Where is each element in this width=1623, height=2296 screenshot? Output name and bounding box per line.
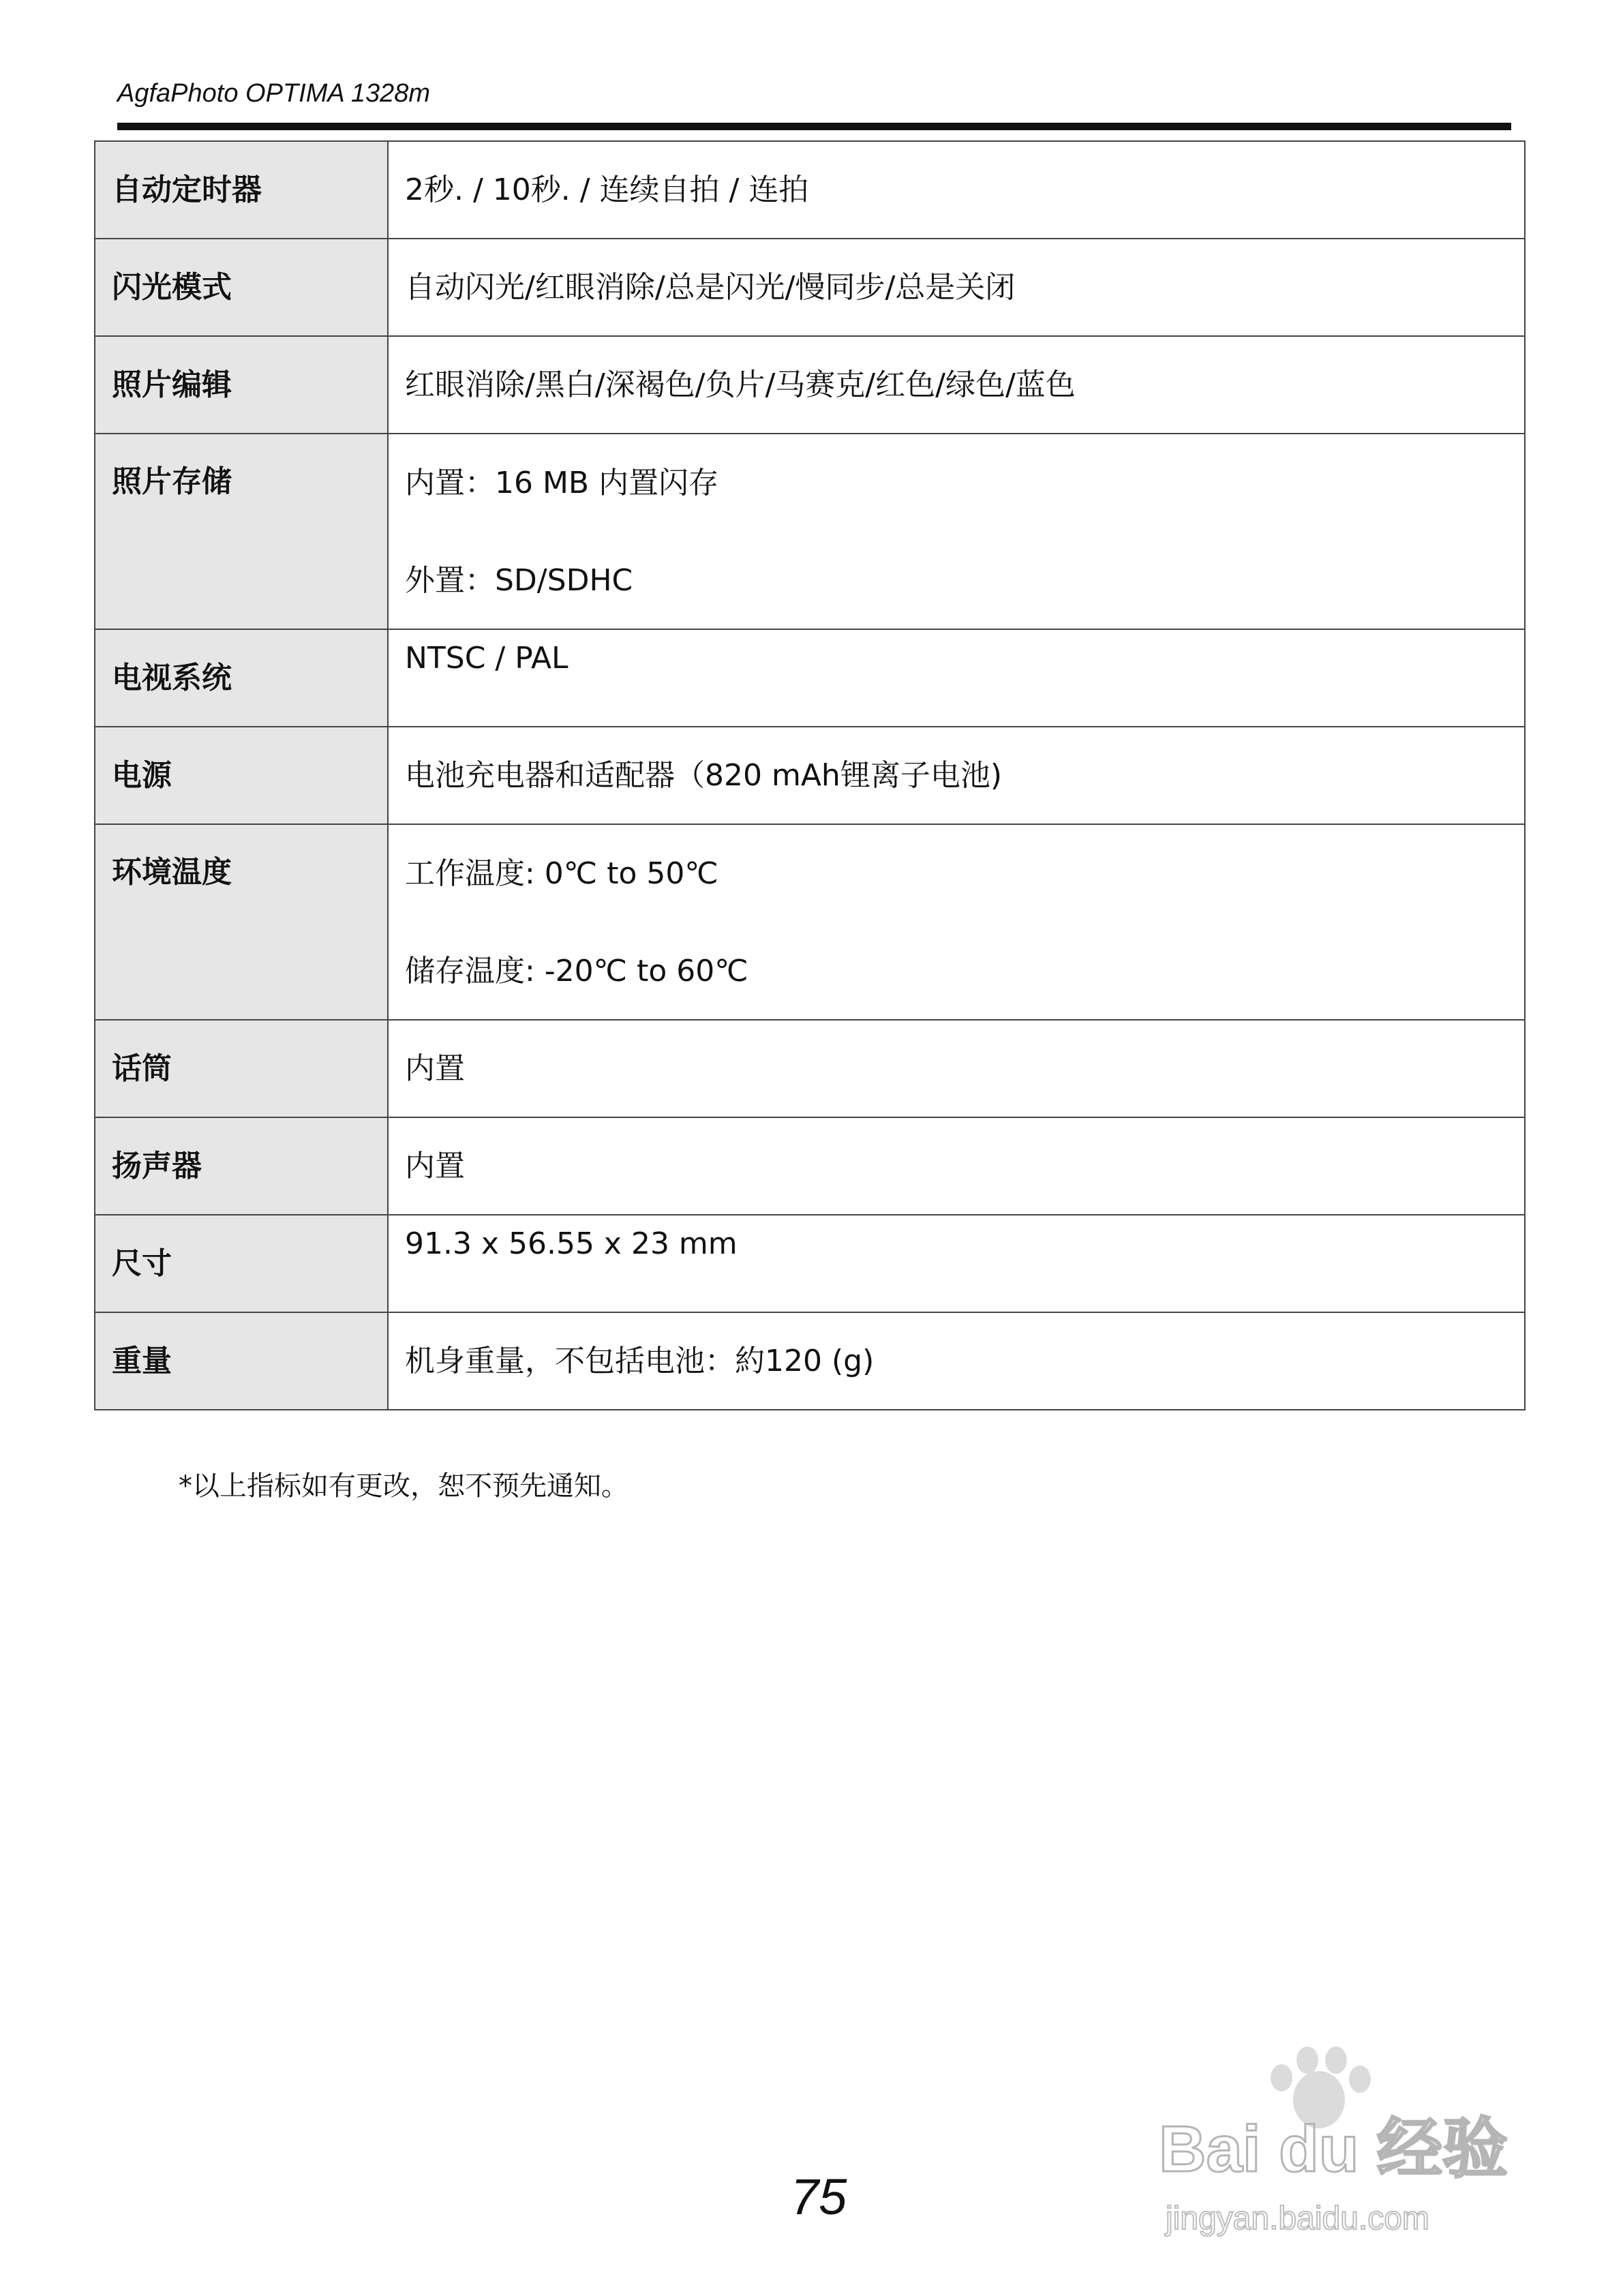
spec-value <box>388 1312 1525 1410</box>
spec-value-line: 自动闪光/红眼消除/总是闪光/慢同步/总是关闭 <box>405 270 1016 305</box>
spec-table <box>94 140 1526 1410</box>
baidu-watermark-logo <box>1145 2045 1527 2243</box>
spec-value <box>388 629 1525 727</box>
spec-label: 环境温度 <box>95 824 388 1020</box>
spec-row-self-timer <box>95 141 1525 239</box>
spec-row-weight <box>95 1312 1525 1410</box>
spec-value-line: 91.3 x 56.55 x 23 mm <box>405 1226 738 1261</box>
spec-row-environment-temp <box>95 824 1525 1020</box>
spec-label: 扬声器 <box>95 1117 388 1215</box>
watermark-brand: Bai du 经验 <box>1159 2113 1508 2186</box>
spec-label: 照片存储 <box>95 434 388 629</box>
spec-value <box>388 1215 1525 1312</box>
spec-value-line: 内置：16 MB 内置闪存 <box>405 465 719 500</box>
spec-value <box>388 141 1525 239</box>
document-header-title: AgfaPhoto OPTIMA 1328m <box>117 79 431 108</box>
spec-value-line: 内置 <box>405 1149 465 1183</box>
spec-row-microphone <box>95 1020 1525 1117</box>
spec-value <box>388 434 1525 629</box>
watermark-url: jingyan.baidu.com <box>1166 2201 1429 2237</box>
spec-value-line: 工作温度: 0℃ to 50℃ <box>405 856 718 891</box>
spec-value-line: 内置 <box>405 1051 465 1086</box>
spec-label: 自动定时器 <box>95 141 388 239</box>
spec-value-line: 电池充电器和适配器（820 mAh锂离子电池) <box>405 758 1002 793</box>
footnote: *以上指标如有更改，恕不预先通知。 <box>179 1470 628 1502</box>
header-rule <box>117 123 1511 130</box>
spec-value <box>388 824 1525 1020</box>
spec-value <box>388 1020 1525 1117</box>
spec-value-line: 外置：SD/SDHC <box>405 562 633 598</box>
spec-value-line: 2秒. / 10秒. / 连续自拍 / 连拍 <box>405 172 809 207</box>
spec-row-power <box>95 727 1525 824</box>
page-number: 75 <box>791 2169 847 2225</box>
spec-value-line: 机身重量，不包括电池：約120 (g) <box>405 1344 875 1378</box>
spec-label: 闪光模式 <box>95 239 388 336</box>
spec-row-tv-system <box>95 629 1525 727</box>
spec-label: 话筒 <box>95 1020 388 1117</box>
spec-value-line: 储存温度: -20℃ to 60℃ <box>405 953 748 988</box>
spec-value <box>388 727 1525 824</box>
spec-row-flash-mode <box>95 239 1525 336</box>
spec-label: 尺寸 <box>95 1215 388 1312</box>
spec-value <box>388 1117 1525 1215</box>
spec-value <box>388 336 1525 434</box>
spec-value-line: 红眼消除/黑白/深褐色/负片/马赛克/红色/绿色/蓝色 <box>405 367 1076 402</box>
spec-row-dimensions <box>95 1215 1525 1312</box>
spec-value-line: NTSC / PAL <box>405 641 568 676</box>
spec-label: 重量 <box>95 1312 388 1410</box>
spec-row-photo-storage <box>95 434 1525 629</box>
spec-label: 照片编辑 <box>95 336 388 434</box>
spec-label: 电视系统 <box>95 629 388 727</box>
spec-label: 电源 <box>95 727 388 824</box>
spec-value <box>388 239 1525 336</box>
spec-row-speaker <box>95 1117 1525 1215</box>
spec-row-photo-edit <box>95 336 1525 434</box>
